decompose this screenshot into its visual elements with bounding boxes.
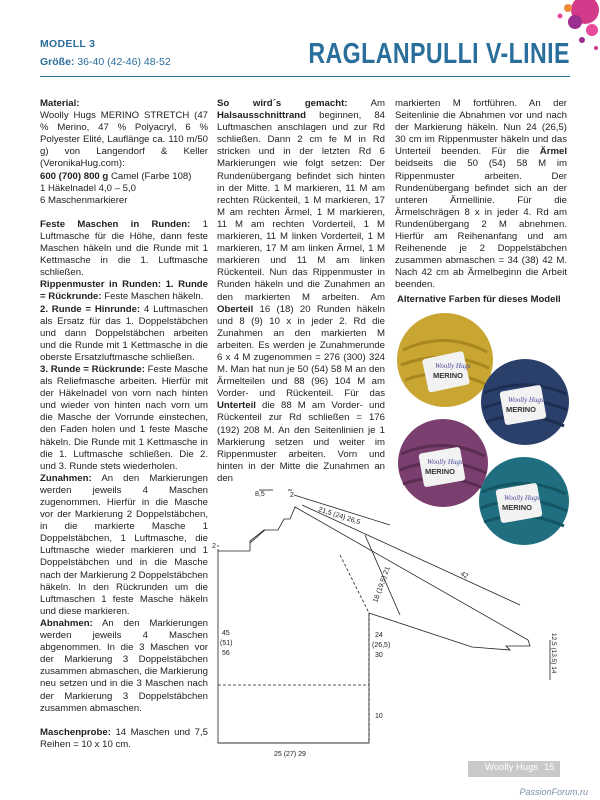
yarn-brand-label-3: Woolly Hugs <box>427 458 463 466</box>
dim-side: 12,5 (13,5) 14 <box>550 633 557 674</box>
dim-56: 56 <box>222 650 230 657</box>
so-text-3: 16 (18) 20 Runden häkeln und 8 (9) 10 x in jeder 2. Rd die Zunahmen an den markierten M arbeiten. Es werden je Zunahmerunde 6 x 4 M zugenommen = 276 (300) 324 M. Man hat nun je 50 (54) 58 M an den Ärmelteilen und 88 (96) 104 M am Vorder- und Rückenteil. Für das <box>217 303 385 400</box>
page-title: RAGLANPULLI V-LINIE <box>308 38 570 70</box>
yarn-ball-navy <box>480 358 570 446</box>
dim-raglan-diagonal: 18 (19,5) 21 <box>372 565 392 604</box>
probe-paragraph <box>40 727 208 751</box>
zu-text: An den Markierungen werden jeweils 4 Maschen zugenommen. Hierfür in die Masche vor der Markierung 2 Doppelstäbchen, in die markierte Masche 1 Doppelstäbchen, 1 Luftmasche, die Luftmasche wieder markieren und 1 Doppelstäbchen und in die Masche nach der Markierung 2 Doppelstäbchen häkeln. In den Rückrunden um die Luftmaschen 1 feste Masche häkeln und diese markieren. <box>40 472 208 617</box>
probe-text: 14 Maschen und 7,5 Reihen = 10 x 10 cm. <box>40 726 208 750</box>
column-2 <box>217 98 385 485</box>
page-number: 15 <box>544 762 555 773</box>
continued-paragraph <box>395 98 567 292</box>
instructions-paragraph <box>217 98 385 485</box>
r3-text: Feste Masche als Reliefmasche arbeiten. Hierfür mit der Häkelnadel von vorn nach hinten und wieder von hinten nach vorn um die Masche der Vorrunde einstechen, den Faden holen und 1 feste Masche häkeln. Die Runde mit 1 Kettmasche in die 1. Luftmasche schließen. Die 2. und 3. Runde stets wiederholen. <box>40 363 209 472</box>
yarn-brand-label-2: Woolly Hugs <box>508 396 544 404</box>
so-text-1: Am <box>347 98 385 109</box>
r3-paragraph <box>40 364 208 473</box>
dim-24: 24 <box>375 632 383 639</box>
r2-label: 2. Runde = Hinrunde: <box>40 303 141 315</box>
material-amount: 600 (700) 800 g <box>40 170 109 182</box>
col3-text-1: markierten M fortführen. An der Seitenlinie die Abnahmen vor und nach der Markierung häkeln. Nun 24 (26,5) 30 cm im Rippenmuster häkeln und das Unterteil beenden. Für die <box>395 98 567 158</box>
r2-text: 4 Luftmaschen als Ersatz für das 1. Doppelstäbchen und dann Doppelstäbchen arbeiten und die Runde mit 1 Kettmasche in die oberste Ersatzluftmasche schließen. <box>40 303 208 363</box>
so-label: So wird´s gemacht: <box>217 98 348 109</box>
dim-raglan-top: 21,5 (24) 26,5 <box>317 506 362 527</box>
probe-label: Maschenprobe: <box>40 726 111 738</box>
material-markers: 6 Maschenmarkierer <box>40 194 128 206</box>
yarn-brand-label-1: Woolly Hugs <box>435 362 471 370</box>
r3-label: 3. Runde = Rückrunde: <box>40 363 145 375</box>
fm-paragraph <box>40 219 208 279</box>
ab-text: An den Markierungen werden jeweils 4 Maschen abgenommen. In die 3 Maschen vor der Markierung 3 Doppelstäbchen zusammen abmaschen, die Markierung neu setzen und in die 3 Maschen nach der Markierung 3 Doppelstäbchen zusammen abmaschen. <box>40 617 208 714</box>
material-text: Woolly Hugs MERINO STRETCH (47 % Merino, 47 % Polyacryl, 6 % Polyester Elité, Lauflänge ca. 110 m/50 g) von Langendorf & Keller (VeronikaHug.com): <box>40 110 208 170</box>
watermark: PassionForum.ru <box>519 787 588 797</box>
dim-30: 30 <box>375 652 383 659</box>
so-text-2: beginnen, 84 Luftmaschen anschlagen und zur Rd schließen. Dann 2 cm fe M in Rd stricken und in der letzten Rd 6 Markierungen wie folgt setzen: Der Rundenübergang befindet sich hinten in der Mitte. 1 M markieren, 11 M am rechten Rückenteil, 1 M markieren, 17 M am rechten Ärmel, 1 M markieren, 11 M am rechten Vorderteil, 1 M markieren, 11 M linken Vorderteil, 1 M markieren, 17 M am linken Ärmel, 1 M markieren und 11 M am linken Rückenteil. Nun das Rippenmuster in Runden häkeln und die Zunahmen an den markierten M arbeiten. Am <box>217 110 385 303</box>
col3-text-2: beidseits die 50 (54) 58 M im Rippenmuster arbeiten. Der Rundenübergang befindet sich an der unteren Ärmellinie. Für die Ärmelschrägen 8 x in jeder 4. Rd am Rundenübergang 2 M abnehmen. Hierfür am Reihenanfang und am Reihenende je 2 Doppelstäbchen zusammen abmaschen = 34 (38) 42 M. Nach 42 cm ab Ärmelbeginn die Arbeit beenden. <box>395 158 567 291</box>
material-label: Material: <box>40 98 80 109</box>
model-number: MODELL 3 <box>40 38 96 50</box>
material-paragraph <box>40 98 208 207</box>
zu-label: Zunahmen: <box>40 472 92 484</box>
column-1 <box>40 98 208 751</box>
yarn-product-label-1: MERINO <box>433 371 463 380</box>
dim-bottom: 25 (27) 29 <box>274 751 306 758</box>
size-value: 36-40 (42-46) 48-52 <box>77 56 171 68</box>
hals-label: Halsausschnittrand <box>217 110 307 122</box>
yarn-brand-label-4: Woolly Hugs <box>504 494 540 502</box>
size-info <box>40 56 171 68</box>
yarn-product-label-4: MERINO <box>502 503 532 512</box>
ab-paragraph <box>40 618 208 715</box>
dim-2-top: 2 <box>290 492 294 499</box>
rip-text: Feste Maschen häkeln. <box>101 291 204 303</box>
dim-sleeve-42: 42 <box>459 570 470 581</box>
material-hook: 1 Häkelnadel 4,0 – 5,0 <box>40 182 137 194</box>
dim-8-5: 8,5 <box>255 491 265 498</box>
column-3 <box>395 98 567 292</box>
rip-paragraph <box>40 279 208 303</box>
zu-paragraph <box>40 473 208 618</box>
yarn-product-label-3: MERINO <box>425 467 455 476</box>
dim-10: 10 <box>375 713 383 720</box>
unterteil-label: Unterteil <box>217 400 256 412</box>
material-color: Camel (Farbe 108) <box>108 170 192 182</box>
title-rule <box>40 76 570 77</box>
fm-text: 1 Luftmasche für die Höhe, dann feste Maschen häkeln und die Runde mit 1 Kettmasche in die 1. Luftmasche schließen. <box>40 218 208 279</box>
dim-45: 45 <box>222 630 230 637</box>
size-label: Größe: <box>40 56 75 68</box>
pattern-schematic <box>210 485 580 760</box>
footer-brand: Woolly Hugs <box>485 762 539 773</box>
aermel-label: Ärmel <box>539 146 567 158</box>
dim-51: (51) <box>220 640 233 647</box>
fm-label: Feste Maschen in Runden: <box>40 218 191 230</box>
r2-paragraph <box>40 304 208 364</box>
dim-26-5: (26,5) <box>372 642 391 649</box>
so-text-4: die 88 M am Vorder- und Rückenteil zur Rd schließen = 176 (192) 208 M. An den Seitenlinien je 1 Markierung setzen und weiter im Rippenmuster arbeiten. Vorn und hinten in der Mitte die Zunahmen an den <box>217 400 385 484</box>
yarn-product-label-2: MERINO <box>506 405 536 414</box>
dim-2-left: 2 <box>212 543 216 550</box>
oberteil-label: Oberteil <box>217 303 254 315</box>
ab-label: Abnahmen: <box>40 617 93 629</box>
rip-label: Rippenmuster in Runden: 1. Runde = Rückrunde: <box>40 279 208 303</box>
alternative-colors-title: Alternative Farben für dieses Modell <box>397 294 561 305</box>
